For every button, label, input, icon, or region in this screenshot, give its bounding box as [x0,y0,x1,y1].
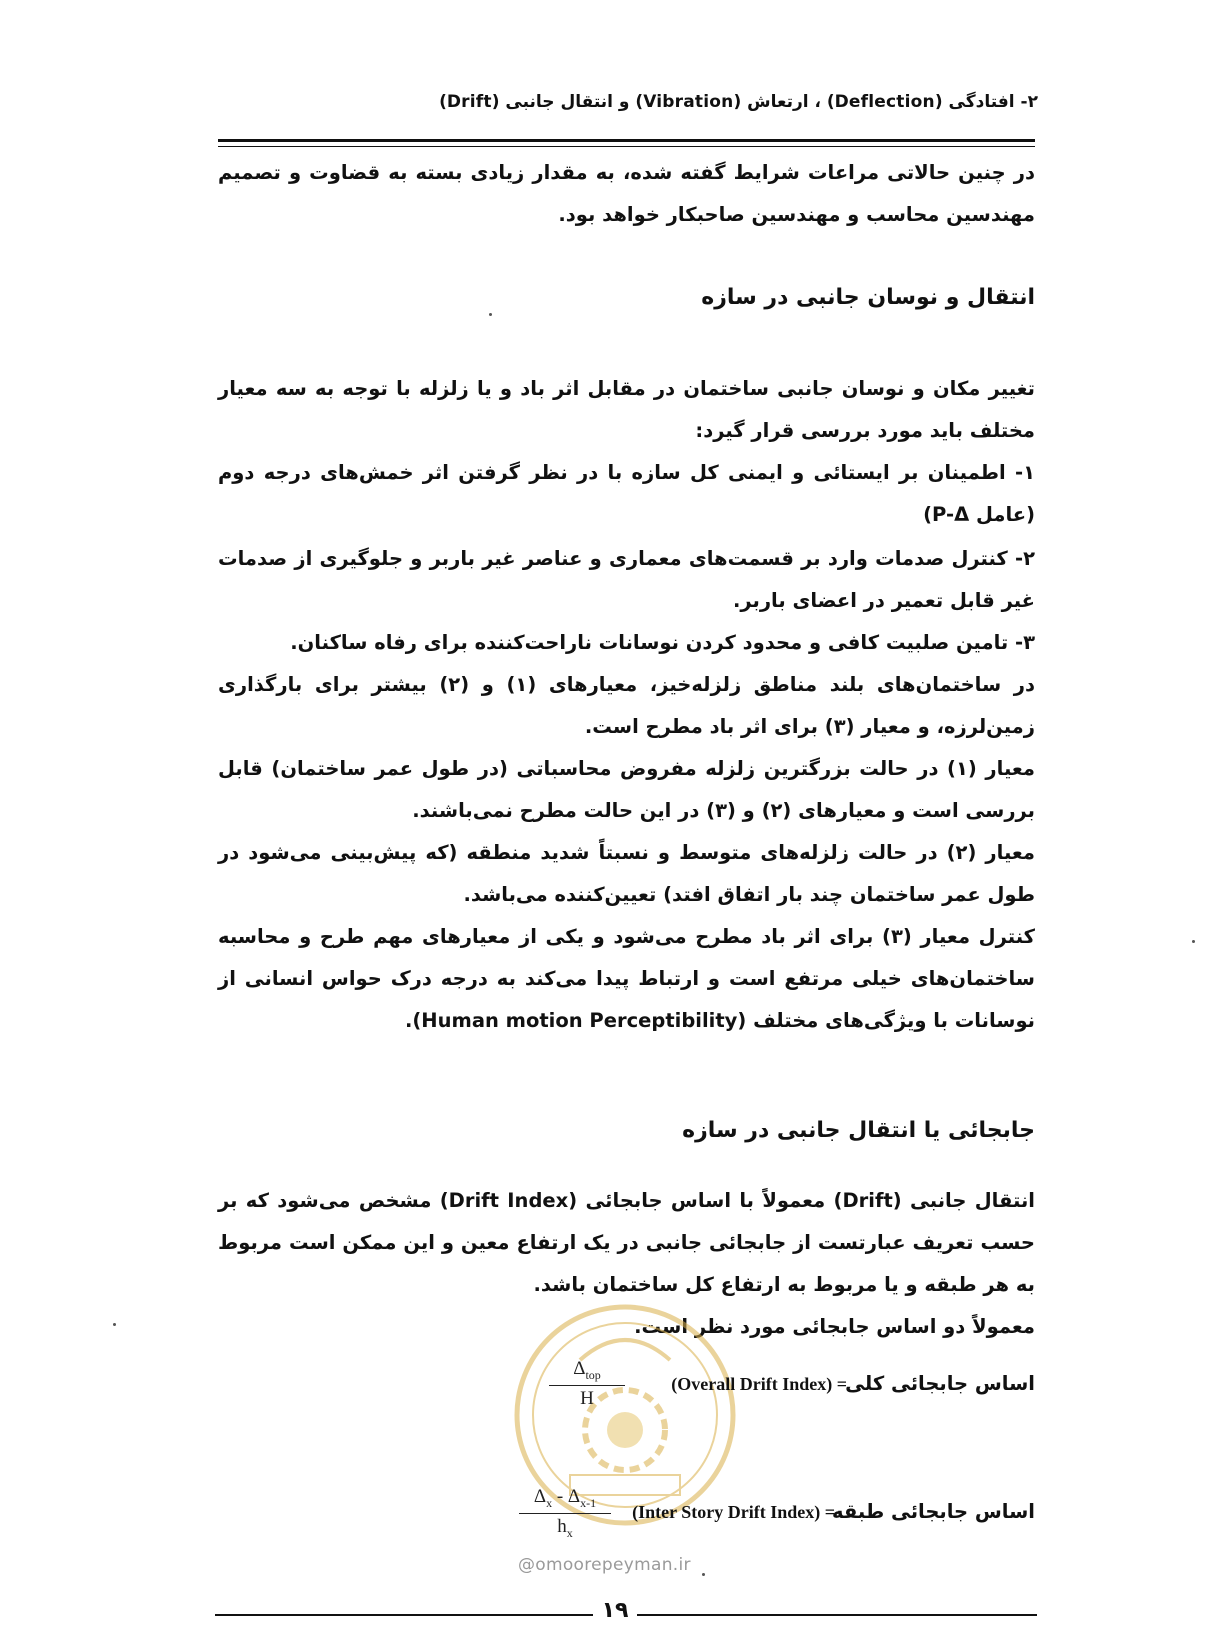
inter-story-drift-fraction: $\frac{\Delta_x - \Delta_{x-1}}{h_x}$ [519,1486,611,1541]
criterion-1-paragraph: معیار (۱) در حالت بزرگترین زلزله مفروض محاسباتی (در طول عمر ساختمان) قابل بررسی است و معیارهای (۲) و (۳) در این حالت مطرح نمی‌باشند. [218,757,1035,822]
page-number: ۱۹ [601,1598,629,1623]
criteria-intro-paragraph: تغییر مکان و نوسان جانبی ساختمان در مقابل اثر باد و یا زلزله با توجه به سه معیار مختلف باید مورد بررسی قرار گیرد: [218,377,1035,442]
two-indices-paragraph: معمولاً دو اساس جابجائی مورد نظر است. [634,1315,1035,1338]
tall-buildings-paragraph: در ساختمان‌های بلند مناطق زلزله‌خیز، معیارهای (۱) و (۲) بیشتر برای بارگذاری زمین‌لرزه، و معیار (۳) برای اثر باد مطرح است. [218,673,1035,738]
inter-story-drift-formula [218,1486,1035,1546]
overall-drift-label: اساس جابجائی کلی [845,1372,1035,1395]
header-rule-thin [218,146,1035,147]
intro-paragraph: در چنین حالاتی مراعات شرایط گفته شده، به مقدار زیادی بسته به قضاوت و تصمیم مهندسین محاسب و مهندسین صاحبکار خواهد بود. [218,161,1035,226]
footer-rule-left [215,1614,593,1616]
overall-drift-english: (Overall Drift Index) = [671,1374,847,1394]
scan-speck [489,313,492,316]
criterion-3-paragraph: کنترل معیار (۳) برای اثر باد مطرح می‌شود و یکی از معیارهای مهم طرح و محاسبه ساختمان‌های خیلی مرتفع است و ارتباط پیدا می‌کند به درجه درک حواس انسانی از نوسانات با ویژگی‌های مختلف (Human motion Perceptibility). [218,925,1035,1032]
section-heading-lateral-oscillation: انتقال و نوسان جانبی در سازه [701,285,1035,310]
inter-story-drift-label: اساس جابجائی طبقه [832,1500,1035,1523]
watermark-text: @omoorepeyman.ir [518,1555,691,1575]
criterion-item-3: ۳- تامین صلبیت کافی و محدود کردن نوسانات ناراحت‌کننده برای رفاه ساکنان. [290,631,1035,654]
overall-drift-fraction: $\Delta_{top}$ H [549,1358,625,1410]
scan-speck [1192,940,1195,943]
drift-definition-paragraph: انتقال جانبی (Drift) معمولاً با اساس جابجائی (Drift Index) مشخص می‌شود که بر حسب تعریف عبارتست از جابجائی جانبی در یک ارتفاع معین و این ممکن است مربوط به هر طبقه و یا مربوط به ارتفاع کل ساختمان باشد. [218,1189,1035,1296]
header-rule-thick [218,139,1035,142]
running-header: ۲- افتادگی (Deflection) ، ارتعاش (Vibration) و انتقال جانبی (Drift) [439,92,1038,112]
criterion-item-2: ۲- کنترل صدمات وارد بر قسمت‌های معماری و عناصر غیر باربر و جلوگیری از صدمات غیر قابل تعمیر در اعضای باربر. [218,547,1035,612]
overall-drift-formula [218,1358,1035,1418]
section-heading-drift: جابجائی یا انتقال جانبی در سازه [682,1118,1035,1143]
inter-story-drift-english: (Inter Story Drift Index) = [632,1502,835,1522]
scan-speck [113,1323,116,1326]
criterion-2-paragraph: معیار (۲) در حالت زلزله‌های متوسط و نسبتاً شدید منطقه (که پیش‌بینی می‌شود در طول عمر ساختمان چند بار اتفاق افتد) تعیین‌کننده می‌باشد. [218,841,1035,906]
footer-rule-right [637,1614,1037,1616]
scan-speck [702,1573,705,1576]
criterion-item-1: ۱- اطمینان بر ایستائی و ایمنی کل سازه با در نظر گرفتن اثر خمش‌های درجه دوم (عامل P-Δ) [218,461,1035,526]
